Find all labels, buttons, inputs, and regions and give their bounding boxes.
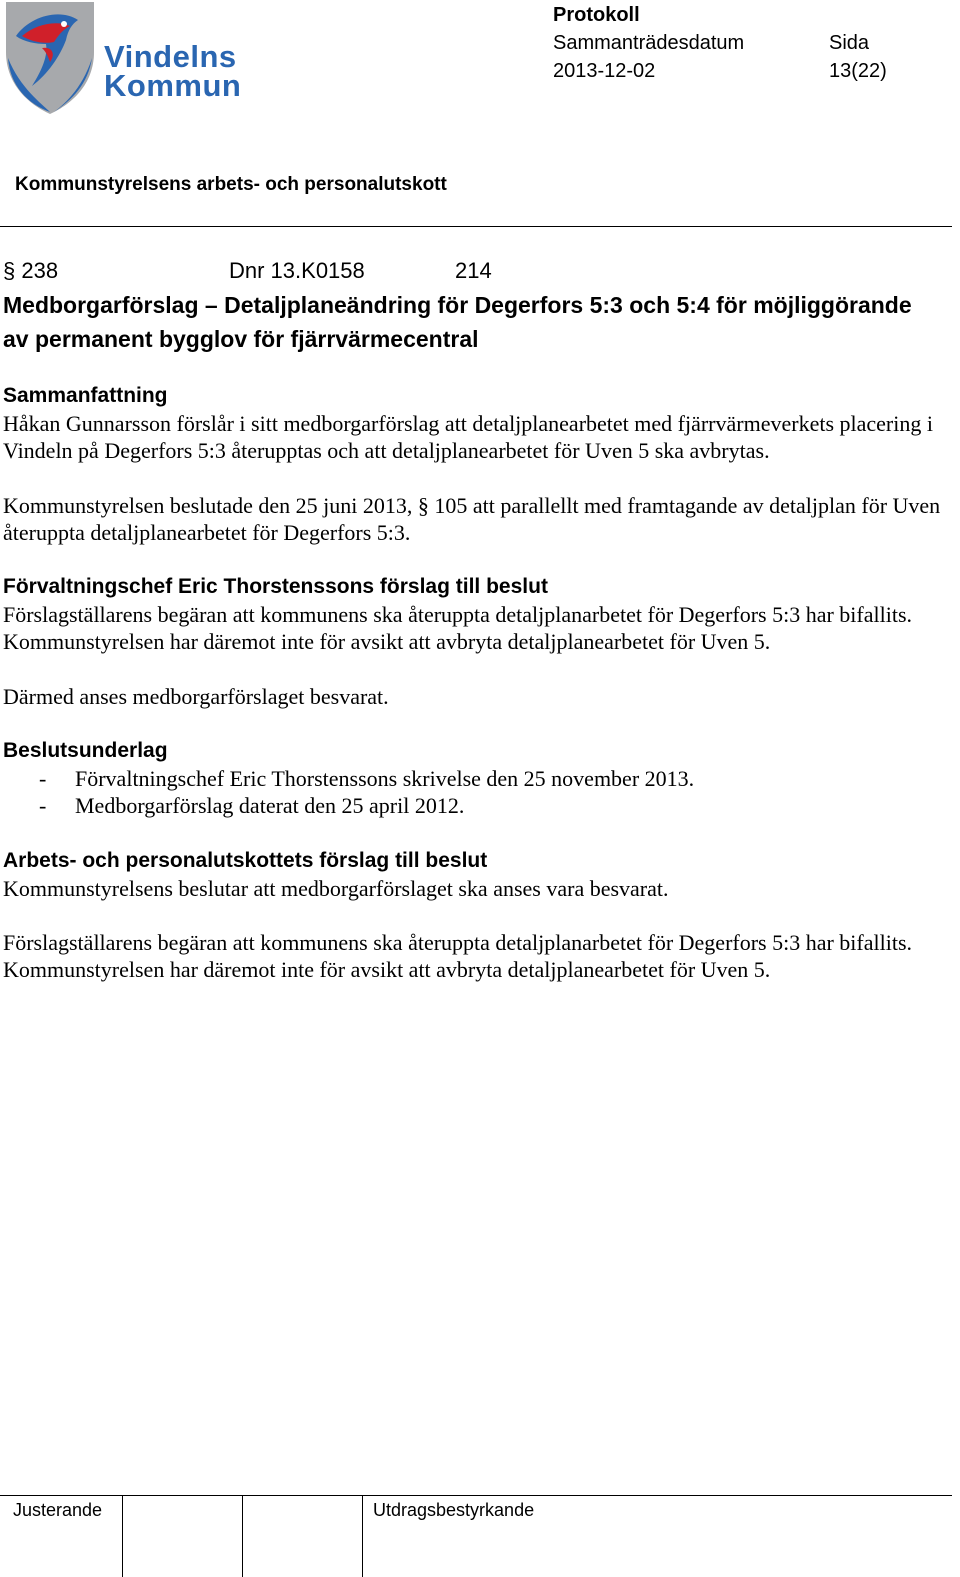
logo-wordmark xyxy=(104,39,242,103)
vindeln-kommun-logo xyxy=(0,0,250,118)
proposal-paragraph-1: Förslagställarens begäran att kommunens ska återuppta detaljplanarbetet för Degerfors 5:3 har bifallits. Kommunstyrelsen har däremot inte för avsikt att avbryta detaljplanearbetet för Uven 5. xyxy=(3,602,913,655)
section-title: Medborgarförslag – Detaljplaneändring för Degerfors 5:3 och 5:4 för möjliggörande av permanent bygglov för fjärrvärmecentral xyxy=(3,292,912,352)
page-number: 13(22) xyxy=(829,60,887,82)
basis-heading: Beslutsunderlag xyxy=(3,739,168,763)
diary-number: Dnr 13.K0158 xyxy=(229,258,365,283)
document-type: Protokoll xyxy=(553,4,640,26)
paragraph-number: § 238 xyxy=(3,258,59,283)
signature-footer xyxy=(0,1495,952,1577)
committee-name: Kommunstyrelsens arbets- och personalutskott xyxy=(15,174,447,195)
meeting-date-label: Sammanträdesdatum xyxy=(553,32,745,54)
committee-proposal-heading: Arbets- och personalutskottets förslag till beslut xyxy=(3,848,488,872)
signature-cell-divider xyxy=(362,1496,363,1577)
summary-paragraph-1: Håkan Gunnarsson förslår i sitt medborgarförslag att detaljplanearbetet med fjärrvärmeverkets placering i Vindeln på Degerfors 5:3 återupptas och att detaljplanearbetet för Uven 5 ska avbrytas. xyxy=(3,411,933,464)
proposal-heading: Förvaltningschef Eric Thorstenssons förslag till beslut xyxy=(3,575,548,599)
signature-cell-divider xyxy=(242,1496,243,1577)
signature-cell-divider xyxy=(122,1496,123,1577)
minutes-body xyxy=(3,256,943,984)
municipality-crest-icon xyxy=(2,0,98,116)
page-label: Sida xyxy=(829,32,870,54)
basis-list xyxy=(3,765,943,820)
logo-line-1: Vindelns xyxy=(104,39,237,74)
header-divider xyxy=(0,226,952,227)
summary-heading: Sammanfattning xyxy=(3,384,168,407)
section-reference-line xyxy=(3,256,943,288)
summary-paragraph-2: Kommunstyrelsen beslutade den 25 juni 2013, § 105 att parallellt med framtagande av detaljplan för Uven återuppta detaljplanearbetet för Degerfors 5:3. xyxy=(3,492,941,545)
committee-proposal-paragraph-2: Förslagställarens begäran att kommunens ska återuppta detaljplanarbetet för Degerfors 5:3 har bifallits. Kommunstyrelsen har däremot inte för avsikt att avbryta detaljplanearbetet för Uven 5. xyxy=(3,929,913,983)
proposal-paragraph-2: Därmed anses medborgarförslaget besvarat. xyxy=(3,683,389,709)
meeting-date-value: 2013-12-02 xyxy=(553,60,656,82)
list-item: - Medborgarförslag daterat den 25 april 2012. xyxy=(3,792,943,819)
list-item: - Förvaltningschef Eric Thorstenssons skrivelse den 25 november 2013. xyxy=(3,765,943,792)
committee-proposal-paragraph-1: Kommunstyrelsens beslutar att medborgarförslaget ska anses vara besvarat. xyxy=(3,875,669,901)
logo-line-2: Kommun xyxy=(104,68,242,103)
reference-number: 214 xyxy=(455,258,492,283)
adjuster-label: Justerande xyxy=(13,1500,103,1520)
extract-certifier-label: Utdragsbestyrkande xyxy=(373,1500,535,1520)
